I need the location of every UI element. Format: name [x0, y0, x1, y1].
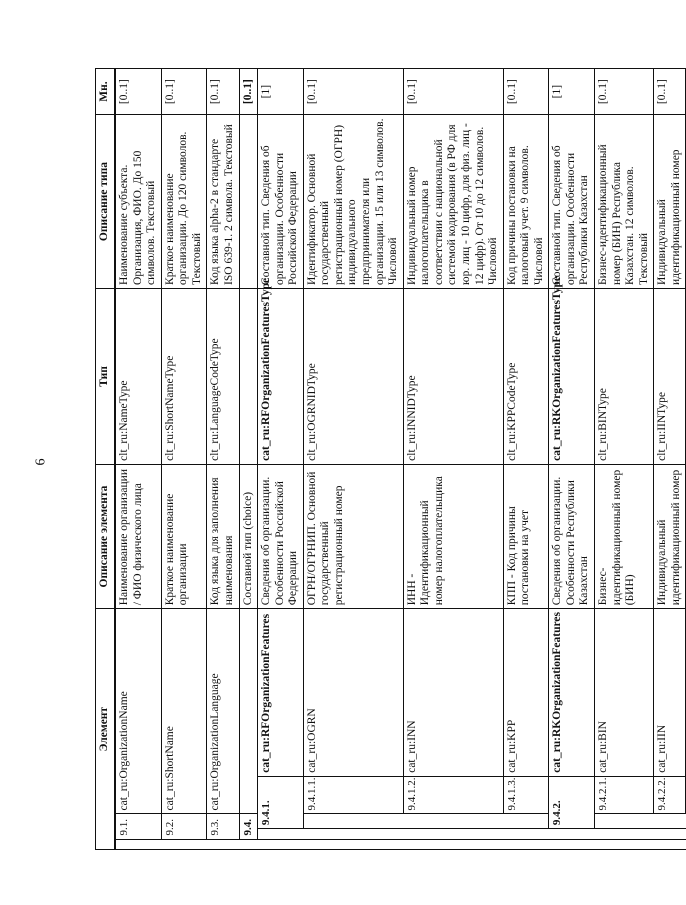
- row-multiplicity: [0..1]: [239, 69, 258, 115]
- row-description: Индивидуальный идентификационный номер: [654, 464, 686, 608]
- row-multiplicity: [0..1]: [595, 69, 654, 115]
- row-multiplicity: [0..1]: [207, 69, 239, 115]
- header-type: Тип: [96, 288, 116, 464]
- row-description: Бизнес-идентификационный номер (БИН): [595, 464, 654, 608]
- row-type: clt_ru:IINType: [654, 288, 686, 464]
- row-description: Наименование организации / ФИО физического лица: [115, 464, 161, 608]
- row-type-description: Наименование субъекта. Организация, ФИО. До 150 символов. Текстовый: [115, 115, 161, 289]
- row-description: Сведения об организации. Особенности Российской Федерации: [258, 464, 304, 608]
- row-element: cat_ru:OGRN: [303, 609, 403, 777]
- row-type: clt_ru:OGRNIDType: [303, 288, 403, 464]
- row-multiplicity: [0..1]: [303, 69, 403, 115]
- row-type: clt_ru:BINType: [595, 288, 654, 464]
- table-row: [258, 69, 304, 850]
- table-row: [207, 69, 239, 850]
- row-description: Код языка для заполнения наименования: [207, 464, 239, 608]
- row-description: ИНН - Идентификационный номер налогоплательщика: [403, 464, 503, 608]
- row-element: cat_ru:RFOrganizationFeatures: [258, 609, 304, 777]
- row-element: cat_ru:INN: [403, 609, 503, 777]
- row-element: cat_ru:ShortName: [161, 609, 207, 814]
- row-element: cat_ru:IIN: [654, 609, 686, 777]
- row-type: cat_ru:RFOrganizationFeaturesType: [258, 288, 304, 464]
- table-header-row: [96, 69, 116, 850]
- row-type: [239, 288, 258, 464]
- header-type-desc: Описание типа: [96, 115, 116, 289]
- row-multiplicity: [0..1]: [403, 69, 503, 115]
- row-type: clt_ru:INNIDType: [403, 288, 503, 464]
- row-type-description: [239, 115, 258, 289]
- row-number: 9.4.1.3.: [503, 776, 549, 814]
- table-row: [595, 69, 654, 850]
- table-row: [303, 69, 403, 850]
- table-row: [503, 69, 549, 850]
- row-number: 9.4.: [239, 814, 258, 839]
- row-element: [239, 609, 258, 814]
- table-row: [549, 69, 595, 850]
- row-type-description: Бизнес-идентификационный номер (БИН) Республика Казахстан. 12 символов. Текстовый: [595, 115, 654, 289]
- row-description: Краткое наименование организации: [161, 464, 207, 608]
- row-element: cat_ru:KPP: [503, 609, 549, 777]
- row-number: 9.4.1.1.: [303, 776, 403, 814]
- table-row: [239, 69, 258, 850]
- row-type-description: Индивидуальный номер налогоплательщика в соответствии с национальной системой кодирования (в РФ для юр. лиц - 10 цифр, для физ. лиц - 12 цифр). От 10 до 12 символов. Числовой: [403, 115, 503, 289]
- header-mult: Мн.: [96, 69, 116, 115]
- row-number: 9.4.2.2.: [654, 776, 686, 814]
- row-type: clt_ru:LanguageCodeType: [207, 288, 239, 464]
- specification-table: [95, 68, 682, 850]
- header-element-desc: Описание элемента: [96, 464, 116, 608]
- row-description: КПП - Код причины постановки на учет: [503, 464, 549, 608]
- row-multiplicity: [0..1]: [503, 69, 549, 115]
- row-number: 9.4.2.1.: [595, 776, 654, 814]
- table-row: [403, 69, 503, 850]
- row-type-description: Составной тип. Сведения об организации. Особенности Российской Федерации: [258, 115, 304, 289]
- row-description: ОГРН/ОГРНИП. Основной государственный регистрационный номер: [303, 464, 403, 608]
- row-type: clt_ru:ShortNameType: [161, 288, 207, 464]
- row-number: 9.1.: [115, 814, 161, 839]
- row-multiplicity: [1]: [258, 69, 304, 115]
- row-type: clt_ru:NameType: [115, 288, 161, 464]
- row-number: 9.4.1.2.: [403, 776, 503, 814]
- row-number: 9.2.: [161, 814, 207, 839]
- row-type-description: Код причины постановки на налоговый учет. 9 символов. Числовой: [503, 115, 549, 289]
- row-number: 9.4.2.: [549, 776, 595, 828]
- row-type-description: Краткое наименование организации. До 120 символов. Текстовый: [161, 115, 207, 289]
- table-row: [654, 69, 686, 850]
- row-type: clt_ru:KPPCodeType: [503, 288, 549, 464]
- row-element: cat_ru:OrganizationLanguage: [207, 609, 239, 814]
- table-row: [115, 69, 161, 850]
- row-type-description: Идентификатор. Основной государственный регистрационный номер (ОГРН) индивидуального предпринимателя или организации. 15 или 13 символов. Числовой: [303, 115, 403, 289]
- row-multiplicity: [0..1]: [654, 69, 686, 115]
- header-element: Элемент: [96, 609, 116, 850]
- row-number: 9.3.: [207, 814, 239, 839]
- row-type-description: Составной тип. Сведения об организации. Особенности Республики Казахстан: [549, 115, 595, 289]
- row-element: cat_ru:OrganizationName: [115, 609, 161, 814]
- row-multiplicity: [0..1]: [115, 69, 161, 115]
- row-element: cat_ru:BIN: [595, 609, 654, 777]
- page-number: 6: [33, 458, 49, 466]
- row-multiplicity: [1]: [549, 69, 595, 115]
- row-element: cat_ru:RKOrganizationFeatures: [549, 609, 595, 777]
- row-number: 9.4.1.: [258, 776, 304, 828]
- row-description: Сведения об организации. Особенности Республики Казахстан: [549, 464, 595, 608]
- row-type: cat_ru:RKOrganizationFeaturesType: [549, 288, 595, 464]
- table-row: [161, 69, 207, 850]
- row-description: Составной тип (choice): [239, 464, 258, 608]
- row-type-description: Индивидуальный идентификационный номер: [654, 115, 686, 289]
- row-multiplicity: [0..1]: [161, 69, 207, 115]
- row-type-description: Код языка alpha-2 в стандарте ISO 639-1. 2 символа. Текстовый: [207, 115, 239, 289]
